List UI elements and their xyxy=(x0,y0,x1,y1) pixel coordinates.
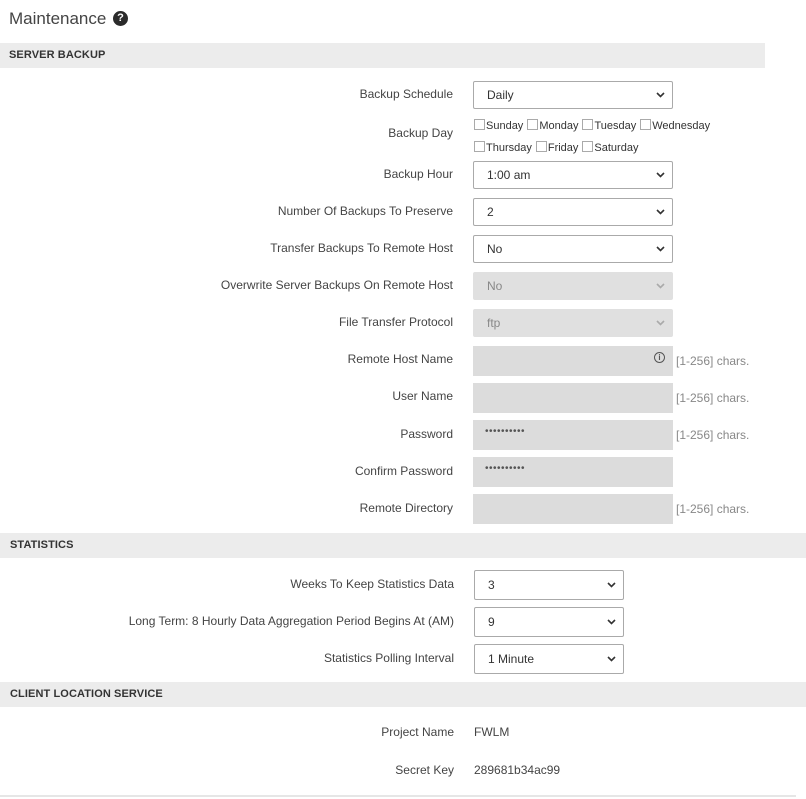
backup-hour-select[interactable] xyxy=(473,161,673,189)
secret-key-value: 289681b34ac99 xyxy=(474,763,561,777)
day-label: Wednesday xyxy=(652,120,711,132)
day-label: Tuesday xyxy=(594,120,637,132)
day-label: Sunday xyxy=(486,120,524,132)
checkbox[interactable] xyxy=(582,119,593,130)
file-protocol-value: ftp xyxy=(487,316,501,330)
chevron-down-icon xyxy=(656,282,664,290)
day-option-saturday[interactable] xyxy=(582,141,638,155)
section-title-server-backup: SERVER BACKUP xyxy=(9,49,106,61)
aggregation-period-value: 9 xyxy=(488,615,495,629)
password-label: Password xyxy=(400,427,453,441)
num-backups-label: Number Of Backups To Preserve xyxy=(277,204,453,218)
aggregation-period-select[interactable] xyxy=(474,607,624,637)
backup-schedule-label: Backup Schedule xyxy=(359,87,453,101)
user-name-label: User Name xyxy=(392,389,453,403)
aggregation-period-label: Long Term: 8 Hourly Data Aggregation Period Begins At (AM) xyxy=(128,614,454,628)
chevron-down-icon xyxy=(656,91,664,99)
transfer-remote-label: Transfer Backups To Remote Host xyxy=(270,241,453,255)
checkbox[interactable] xyxy=(536,141,547,152)
backup-hour-label: Backup Hour xyxy=(383,167,453,181)
day-option-sunday[interactable] xyxy=(474,119,523,133)
section-header-server-backup xyxy=(0,43,765,68)
num-backups-value: 2 xyxy=(487,205,494,219)
password-value: •••••••••• xyxy=(485,426,526,437)
checkbox[interactable] xyxy=(527,119,538,130)
secret-key-label: Secret Key xyxy=(395,763,454,777)
backup-day-checkbox-group xyxy=(474,119,774,155)
confirm-password-label: Confirm Password xyxy=(354,464,453,478)
overwrite-remote-label: Overwrite Server Backups On Remote Host xyxy=(220,278,453,292)
num-backups-select[interactable] xyxy=(473,198,673,226)
day-label: Thursday xyxy=(486,142,532,154)
section-header-client-location xyxy=(0,682,806,707)
remote-host-label: Remote Host Name xyxy=(347,352,453,366)
transfer-remote-value: No xyxy=(487,242,503,256)
backup-hour-value: 1:00 am xyxy=(487,168,531,182)
chevron-down-icon xyxy=(656,319,664,327)
day-option-thursday[interactable] xyxy=(474,141,532,155)
remote-directory-hint: [1-256] chars. xyxy=(676,502,750,516)
polling-interval-select[interactable] xyxy=(474,644,624,674)
chevron-down-icon xyxy=(656,171,664,179)
chevron-down-icon xyxy=(607,618,615,626)
day-option-monday[interactable] xyxy=(527,119,578,133)
password-hint: [1-256] chars. xyxy=(676,428,750,442)
section-title-client-location: CLIENT LOCATION SERVICE xyxy=(10,688,163,700)
overwrite-remote-select xyxy=(473,272,673,300)
project-name-value: FWLM xyxy=(474,725,510,739)
confirm-password-input xyxy=(473,457,673,487)
project-name-label: Project Name xyxy=(381,725,454,739)
day-label: Saturday xyxy=(594,142,639,154)
day-option-tuesday[interactable] xyxy=(582,119,636,133)
checkbox[interactable] xyxy=(582,141,593,152)
checkbox[interactable] xyxy=(474,141,485,152)
backup-schedule-value: Daily xyxy=(487,88,514,102)
remote-directory-input xyxy=(473,494,673,524)
file-protocol-select xyxy=(473,309,673,337)
page-title: Maintenance xyxy=(9,9,107,28)
checkbox[interactable] xyxy=(474,119,485,130)
chevron-down-icon xyxy=(656,208,664,216)
info-icon[interactable]: i xyxy=(654,352,665,363)
user-name-hint: [1-256] chars. xyxy=(676,391,750,405)
section-header-statistics xyxy=(0,533,806,558)
polling-interval-label: Statistics Polling Interval xyxy=(323,651,454,665)
remote-directory-label: Remote Directory xyxy=(359,501,453,515)
password-input xyxy=(473,420,673,450)
help-circle-icon[interactable]: ? xyxy=(113,11,128,26)
day-option-wednesday[interactable] xyxy=(640,119,710,133)
remote-host-hint: [1-256] chars. xyxy=(676,354,750,368)
bottom-divider xyxy=(0,795,796,797)
day-option-friday[interactable] xyxy=(536,141,579,155)
chevron-down-icon xyxy=(607,655,615,663)
backup-day-label: Backup Day xyxy=(388,126,453,140)
polling-interval-value: 1 Minute xyxy=(488,652,535,666)
section-title-statistics: STATISTICS xyxy=(10,539,74,551)
day-label: Monday xyxy=(539,120,579,132)
weeks-keep-value: 3 xyxy=(488,578,495,592)
transfer-remote-select[interactable] xyxy=(473,235,673,263)
remote-host-input xyxy=(473,346,673,376)
chevron-down-icon xyxy=(656,245,664,253)
chevron-down-icon xyxy=(607,581,615,589)
weeks-keep-select[interactable] xyxy=(474,570,624,600)
confirm-password-value: •••••••••• xyxy=(485,463,526,474)
day-label: Friday xyxy=(547,142,579,154)
file-protocol-label: File Transfer Protocol xyxy=(338,315,453,329)
checkbox[interactable] xyxy=(640,119,651,130)
backup-schedule-select[interactable] xyxy=(473,81,673,109)
overwrite-remote-value: No xyxy=(487,279,503,293)
weeks-keep-label: Weeks To Keep Statistics Data xyxy=(290,577,454,591)
user-name-input xyxy=(473,383,673,413)
